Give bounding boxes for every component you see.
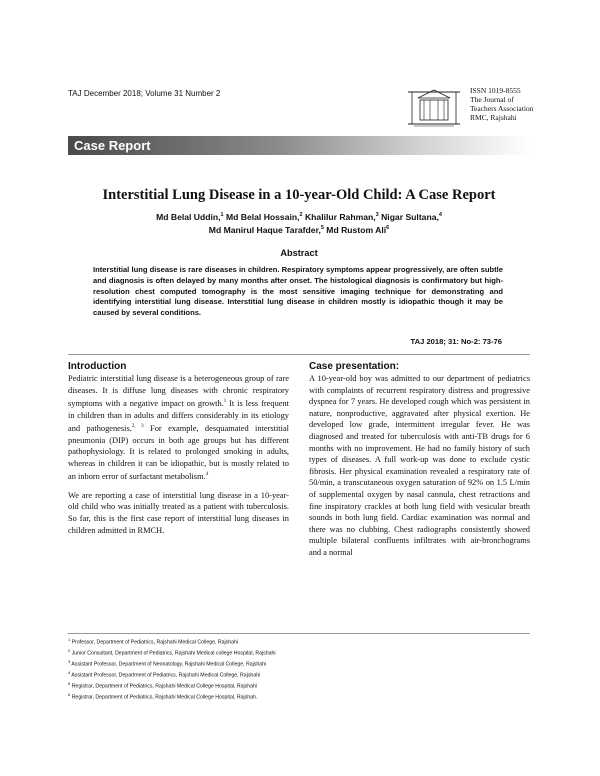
footnote bbox=[68, 658, 530, 669]
introduction-paragraph-1 bbox=[68, 373, 289, 483]
issn-block bbox=[470, 86, 533, 122]
footnote-text: Registrar, Department of Pediatrics, Rajshahi Medical College Hospital, Rajshah. bbox=[71, 694, 258, 701]
author-affil: 1 bbox=[220, 212, 224, 218]
footnote-marker: 2 bbox=[68, 647, 71, 653]
footnote bbox=[68, 680, 530, 691]
footnote-text: Assistant Professor, Department of Neonatology, Rajshahi Medical College, Rajshahi bbox=[71, 661, 267, 668]
author-affil: 4 bbox=[438, 212, 442, 218]
case-presentation-heading: Case presentation: bbox=[309, 361, 400, 372]
author-affil: 3 bbox=[375, 212, 379, 218]
intro-text: It is less frequent in children than in adults and differs considerably in its etiology and pathogenesis. bbox=[68, 398, 289, 433]
footnote bbox=[68, 669, 530, 680]
footnote bbox=[68, 636, 530, 647]
author-list bbox=[68, 210, 530, 237]
intro-text: Pediatric interstitial lung disease is a heterogeneous group of rare diseases. It is diffuse lung diseases with chronic respiratory symptoms with a negative impact on growth. bbox=[68, 374, 289, 408]
issn: ISSN 1019-8555 bbox=[470, 86, 521, 95]
introduction-column bbox=[68, 373, 289, 543]
banner-label: Case Report bbox=[74, 138, 151, 153]
author-affil: 6 bbox=[386, 225, 390, 232]
footnote-divider bbox=[68, 633, 530, 634]
footnote-text: Assistant Professor, Department of Pediatrics, Rajshahi Medical College, Rajshahi bbox=[71, 672, 261, 679]
footnote-marker: 1 bbox=[68, 637, 71, 642]
footnote-marker: 6 bbox=[68, 691, 71, 697]
author-name: Khalilur Rahman, bbox=[304, 211, 376, 222]
reference-marker: 1 bbox=[223, 399, 227, 405]
introduction-heading: Introduction bbox=[68, 361, 127, 372]
intro-text: For example, desquamated interstitial pneumonia (DIP) occurs in both age groups but has different pathophysiology. It is related to prolonged smoking in adults, whereas in children it can be idiopathic, but is mostly related to an inborn error of surfactant metabolism. bbox=[68, 423, 290, 482]
footnote-text: Registrar, Department of Pediatrics, Rajshahi Medical College Hospital, Rajshahi bbox=[71, 683, 258, 690]
introduction-paragraph-2: We are reporting a case of interstitial lung disease in a 10-year-old child who was initially treated as a patient with tuberculosis. So far, this is the first case report of interstitial lung diseases in children admitted in RMCH. bbox=[68, 490, 289, 535]
author-name: Md Manirul Haque Tarafder, bbox=[208, 225, 321, 236]
reference-marker: 4 bbox=[205, 472, 209, 478]
footnotes bbox=[68, 636, 530, 702]
journal-emblem-icon bbox=[404, 86, 464, 130]
abstract-heading: Abstract bbox=[280, 248, 318, 258]
reference-marker: 2, 3 bbox=[131, 424, 144, 430]
author-line-1 bbox=[68, 210, 530, 223]
footnote-marker: 4 bbox=[68, 669, 71, 675]
journal-line-2: Teachers Association bbox=[470, 104, 534, 113]
footnote-text: Professor, Department of Pediatrics, Rajshahi Medical College, Rajshahi bbox=[71, 639, 239, 646]
footnote bbox=[68, 647, 530, 658]
author-name: Md Belal Uddin, bbox=[156, 211, 221, 222]
author-name: Md Belal Hossain, bbox=[225, 211, 300, 222]
footnote-text: Junior Consultant, Department of Pediatrics, Rajshahi Medical college Hospital, Rajshahi bbox=[71, 650, 276, 657]
journal-line-3: RMC, Rajshahi bbox=[470, 113, 517, 122]
author-name: Nigar Sultana, bbox=[381, 211, 439, 222]
author-affil: 2 bbox=[299, 212, 303, 218]
divider bbox=[68, 354, 530, 355]
journal-line-1: The Journal of bbox=[470, 95, 514, 104]
abstract-text: Interstitial lung disease is rare diseases in children. Respiratory symptoms appear progressively, are often subtle and diagnosis is often delayed by many months after onset. The histological diagnosis is confirmatory but high-resolution chest computed tomography is the most sensitive imaging technique for demonstrating and identifying interstitial lung disease. Interstitial lung disease in children mostly is idiopathic though it may be caused by several conditions. bbox=[93, 265, 503, 318]
case-report-banner bbox=[68, 136, 530, 155]
author-name: Md Rustom Ali bbox=[326, 225, 387, 236]
author-affil: 5 bbox=[320, 225, 324, 232]
journal-meta: TAJ December 2018; Volume 31 Number 2 bbox=[68, 89, 221, 98]
footnote-marker: 5 bbox=[68, 680, 71, 686]
citation: TAJ 2018; 31: No-2: 73-76 bbox=[410, 337, 502, 346]
case-presentation-column bbox=[309, 373, 530, 566]
author-line-2 bbox=[68, 223, 530, 236]
footnote bbox=[68, 691, 530, 702]
case-presentation-text: A 10-year-old boy was admitted to our department of pediatrics with complaints of recurrent respiratory distress and progressive dyspnea for 7 years. He developed cough which was persistent in nature, nonproductive, aggravated after physical exertion. He developed low grade, intermittent irregular fever. He was diagnosed and treated for tuberculosis with anti-TB drugs for 6 months with no improvement. He had no family history of such types of diseases. A full work-up was done to exclude cystic fibrosis. Her physical examination revealed a respiratory rate of 50/min, a transcutaneous oxygen saturation of 92% on 1.5 L/min of supplemental oxygen by nasal cannula, chest retractions and fine inspiratory crackles at both lung field with vesicular breath sounds in both lung field. Cardiac examination was normal and there was no clubbing. Chest radiographs consistently showed multiple bilateral confluents infiltrates with air-bronchograms and a normal bbox=[309, 374, 530, 557]
footnote-marker: 3 bbox=[68, 658, 71, 664]
article-title: Interstitial Lung Disease in a 10-year-Old Child: A Case Report bbox=[102, 187, 496, 203]
